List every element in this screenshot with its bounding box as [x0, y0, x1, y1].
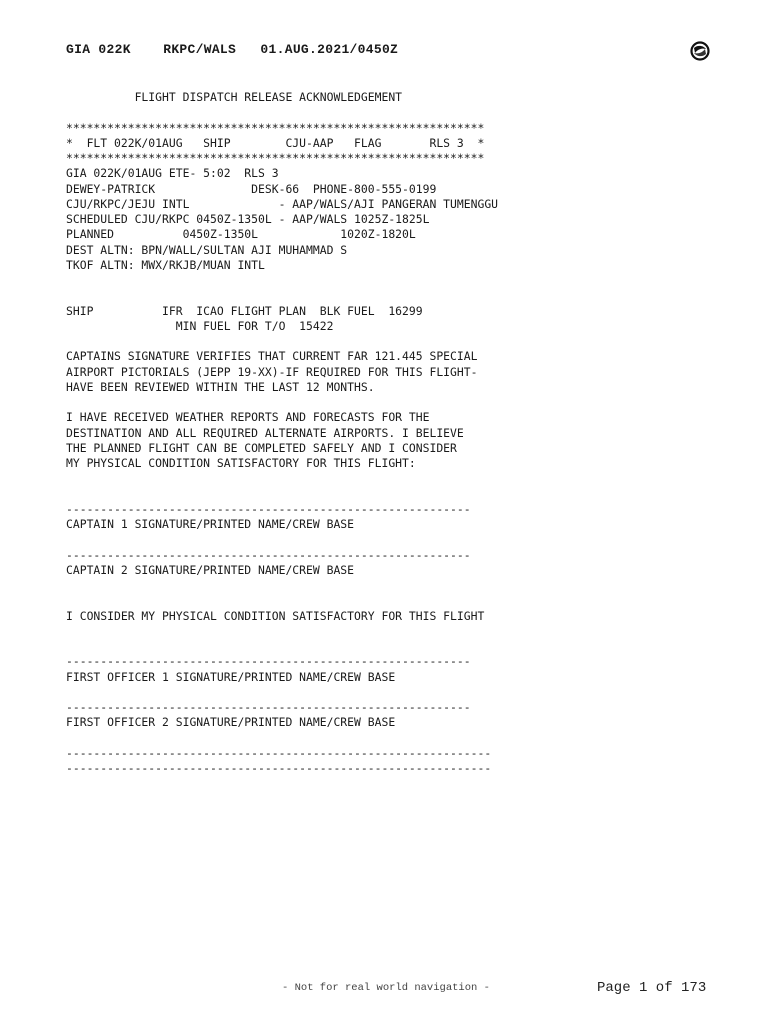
- blank-line: [66, 593, 498, 608]
- signature-rule: -----------------------------------------------------------: [66, 700, 471, 714]
- airline-logo-icon: [689, 40, 711, 62]
- blank-line: [66, 639, 498, 654]
- text-line: AIRPORT PICTORIALS (JEPP 19-XX)-IF REQUIRED FOR THIS FLIGHT-: [66, 364, 478, 379]
- navigation-disclaimer: - Not for real world navigation -: [282, 982, 490, 994]
- text-line: THE PLANNED FLIGHT CAN BE COMPLETED SAFELY AND I CONSIDER: [66, 440, 457, 455]
- blank-line: [66, 731, 498, 746]
- text-line: MY PHYSICAL CONDITION SATISFACTORY FOR THIS FLIGHT:: [66, 456, 416, 470]
- text-line: CAPTAINS SIGNATURE VERIFIES THAT CURRENT FAR 121.445 SPECIAL: [66, 349, 478, 364]
- text-line: I HAVE RECEIVED WEATHER REPORTS AND FORECASTS FOR THE: [66, 410, 430, 425]
- text-line: CJU/RKPC/JEJU INTL - AAP/WALS/AJI PANGERAN TUMENGGU: [66, 196, 499, 211]
- page-header: GIA 022K RKPC/WALS 01.AUG.2021/0450Z: [66, 42, 399, 57]
- text-line: DEST ALTN: BPN/WALL/SULTAN AJI MUHAMMAD S: [66, 242, 348, 257]
- signature-rule: --------------------------------------------------------------: [66, 745, 492, 760]
- signature-rule: --------------------------------------------------------------: [66, 761, 492, 775]
- signature-rule: -----------------------------------------------------------: [66, 547, 471, 562]
- text-line: SHIP IFR ICAO FLIGHT PLAN BLK FUEL 16299: [66, 303, 423, 318]
- blank-line: [66, 395, 498, 410]
- text-line: I CONSIDER MY PHYSICAL CONDITION SATISFACTORY FOR THIS FLIGHT: [66, 608, 485, 623]
- text-line: FIRST OFFICER 2 SIGNATURE/PRINTED NAME/CREW BASE: [66, 715, 396, 730]
- blank-line: [66, 273, 498, 288]
- asterisk-border: *************************************************************: [66, 151, 485, 165]
- blank-line: [66, 471, 498, 486]
- text-line: PLANNED 0450Z-1350L 1020Z-1820L: [66, 227, 416, 242]
- blank-line: [66, 578, 498, 593]
- signature-rule: -----------------------------------------------------------: [66, 501, 471, 516]
- text-line: CAPTAIN 2 SIGNATURE/PRINTED NAME/CREW BASE: [66, 562, 355, 577]
- text-line: DESTINATION AND ALL REQUIRED ALTERNATE AIRPORTS. I BELIEVE: [66, 425, 464, 440]
- text-line: FLIGHT DISPATCH RELEASE ACKNOWLEDGEMENT: [66, 90, 403, 104]
- asterisk-border: *************************************************************: [66, 120, 485, 135]
- release-body: [66, 90, 498, 776]
- page-number: Page 1 of 173: [597, 980, 707, 996]
- blank-line: [66, 532, 498, 547]
- text-line: CAPTAIN 1 SIGNATURE/PRINTED NAME/CREW BASE: [66, 517, 355, 531]
- text-line: SCHEDULED CJU/RKPC 0450Z-1350L - AAP/WALS 1025Z-1825L: [66, 212, 430, 226]
- text-line: GIA 022K/01AUG ETE- 5:02 RLS 3: [66, 166, 279, 181]
- text-line: * FLT 022K/01AUG SHIP CJU-AAP FLAG RLS 3 *: [66, 135, 485, 150]
- text-line: TKOF ALTN: MWX/RKJB/MUAN INTL: [66, 257, 265, 272]
- text-line: MIN FUEL FOR T/O 15422: [66, 318, 334, 333]
- blank-line: [66, 685, 498, 700]
- blank-line: [66, 624, 498, 639]
- signature-rule: -----------------------------------------------------------: [66, 654, 471, 669]
- blank-line: [66, 105, 498, 120]
- text-line: FIRST OFFICER 1 SIGNATURE/PRINTED NAME/CREW BASE: [66, 669, 396, 684]
- blank-line: [66, 288, 498, 303]
- blank-line: [66, 487, 498, 502]
- text-line: HAVE BEEN REVIEWED WITHIN THE LAST 12 MONTHS.: [66, 379, 375, 394]
- blank-line: [66, 334, 498, 349]
- text-line: DEWEY-PATRICK DESK-66 PHONE-800-555-0199: [66, 181, 437, 196]
